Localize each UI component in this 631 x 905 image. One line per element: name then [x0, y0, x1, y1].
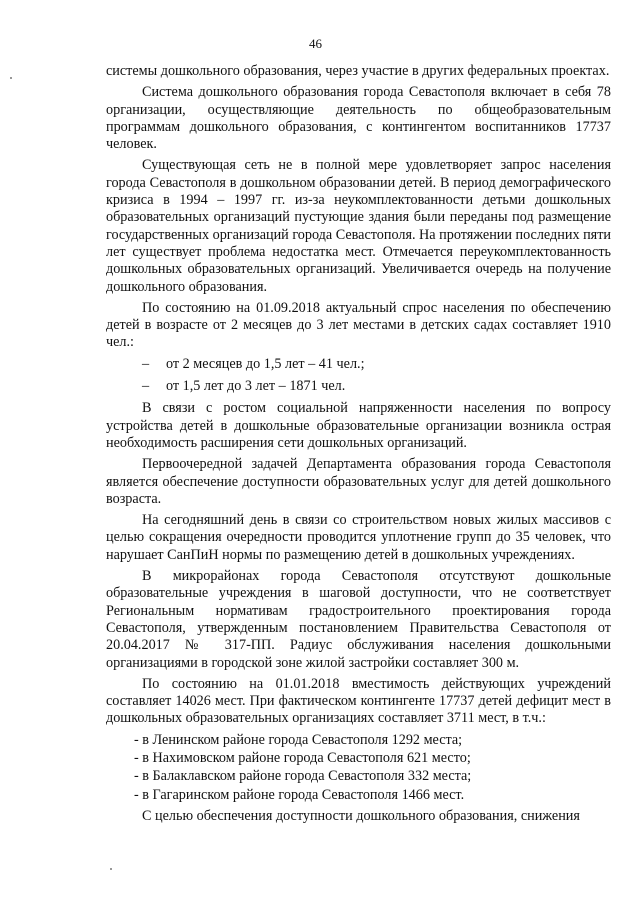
- age-demand-list: [106, 356, 611, 396]
- list-item: [106, 356, 611, 373]
- paragraph: По состоянию на 01.09.2018 актуальный спрос населения по обеспечению детей в возрасте от 2 месяцев до 3 лет местами в детских садах составляет 1910 чел.:: [106, 299, 611, 351]
- paragraph: С целью обеспечения доступности дошкольного образования, снижения: [142, 807, 580, 824]
- district-deficit-list: [106, 732, 611, 804]
- list-item: - в Гагаринском районе города Севастополя 1466 мест.: [134, 786, 465, 803]
- paragraph: Существующая сеть не в полной мере удовлетворяет запрос населения города Севастополя в дошкольном образовании детей. В период демографического кризиса в 1994 – 1997 гг. из-за неукомплектованности детьми дошкольных образовательных организаций пустующие здания были переданы под размещение государственных организаций города Севастополя. На протяжении последних пяти лет существует проблема недостатка мест. Отмечается переукомплектованность дошкольных образовательных организаций. Увеличивается очередь на получение дошкольного образования.: [106, 157, 611, 295]
- paragraph: По состоянию на 01.01.2018 вместимость действующих учреждений составляет 14026 мест. При фактическом контингенте 17737 детей дефицит мест в дошкольных образовательных организациях составляет 3711 мест, в т.ч.:: [106, 675, 611, 727]
- list-item-text: от 2 месяцев до 1,5 лет – 41 чел.;: [166, 355, 365, 372]
- dash-marker: –: [142, 378, 150, 395]
- list-item: - в Ленинском районе города Севастополя 1292 места;: [134, 731, 463, 748]
- page-number: 46: [309, 36, 322, 51]
- list-item: - в Балаклавском районе города Севастополя 332 места;: [134, 768, 472, 785]
- paragraph: В связи с ростом социальной напряженности населения по вопросу устройства детей в дошкольные образовательные организации возникла острая необходимость расширения сети дошкольных организаций.: [106, 400, 611, 451]
- paragraph: В микрорайонах города Севастополя отсутствуют дошкольные образовательные учреждения в шаговой доступности, что не соответствует Региональным нормативам градостроительного проектирования города Севастополя, утвержденным постановлением Правительства Севастополя от 20.04.2017 № 317-ПП. Радиус обслуживания населения дошкольными организациями в городской зоне жилой застройки составляет 300 м.: [106, 568, 611, 671]
- paragraph: Первоочередной задачей Департамента образования города Севастополя является обеспечение доступности образовательных услуг для детей дошкольного возраста.: [106, 456, 611, 507]
- dash-marker: –: [142, 355, 150, 372]
- scan-speck: [110, 868, 112, 870]
- paragraph: Система дошкольного образования города Севастополя включает в себя 78 организации, осуществляющие деятельность по общеобразовательным программам дошкольного образования, с контингентом воспитанников 17737 человек.: [106, 84, 611, 153]
- document-body: [106, 63, 611, 825]
- scan-speck: [10, 77, 12, 79]
- paragraph: системы дошкольного образования, через участие в других федеральных проектах.: [106, 63, 610, 79]
- list-item-text: от 1,5 лет до 3 лет – 1871 чел.: [166, 378, 346, 395]
- list-item: [106, 378, 611, 395]
- paragraph: На сегодняшний день в связи со строительством новых жилых массивов с целью сокращения очередности проводится уплотнение групп до 35 человек, что нарушает СанПиН нормы по размещению детей в дошкольных учреждениях.: [106, 512, 611, 563]
- list-item: - в Нахимовском районе города Севастополя 621 место;: [134, 749, 471, 766]
